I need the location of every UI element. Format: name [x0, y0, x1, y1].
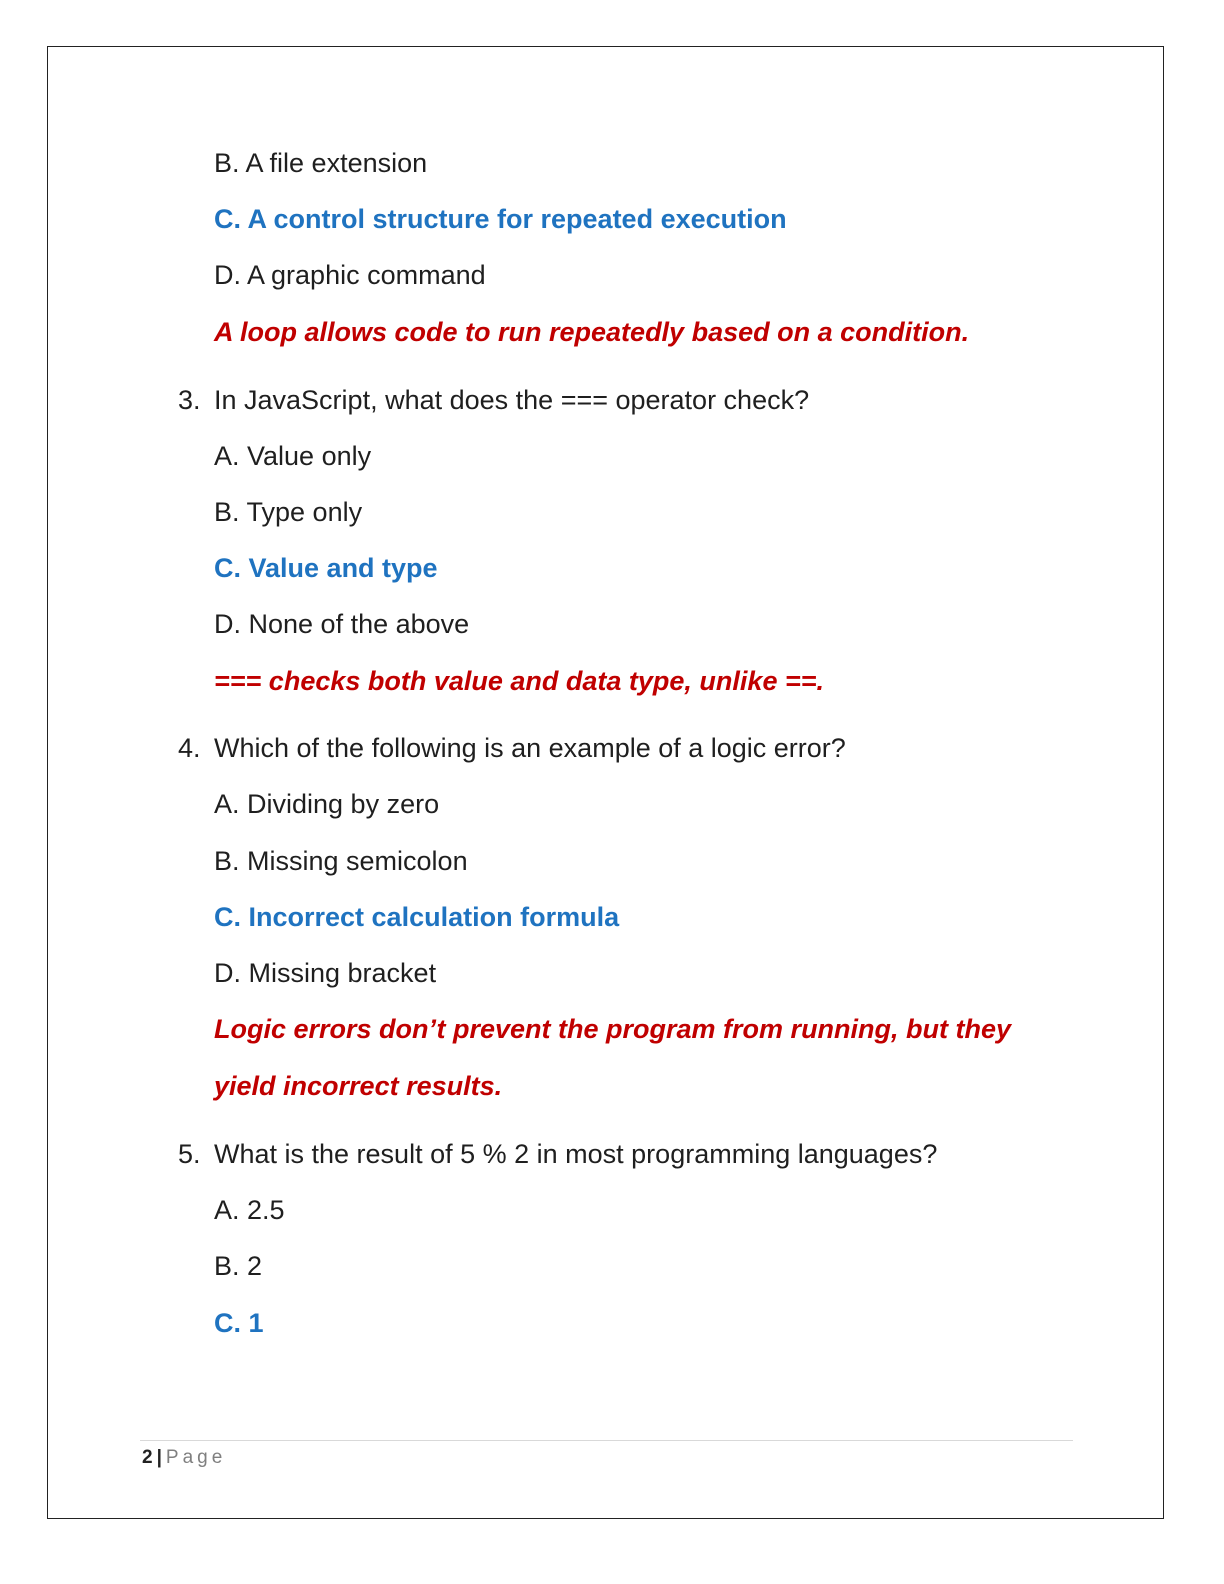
q3-option-a: A. Value only	[214, 441, 372, 471]
page-footer	[142, 1446, 226, 1470]
q4-question: Which of the following is an example of a logic error?	[214, 733, 846, 763]
q2-option-b: B. A file extension	[214, 148, 428, 178]
q4-option-b: B. Missing semicolon	[214, 846, 468, 876]
q3-explanation: === checks both value and data type, unlike ==.	[214, 666, 824, 696]
page-label: Page	[165, 1447, 227, 1468]
q2-explanation: A loop allows code to run repeatedly based on a condition.	[214, 317, 970, 347]
q2-option-d: D. A graphic command	[214, 260, 486, 290]
q4-explanation-line1: Logic errors don’t prevent the program from running, but they	[214, 1014, 1012, 1044]
q4-explanation-line2: yield incorrect results.	[214, 1071, 503, 1101]
q4-option-c-correct: C. Incorrect calculation formula	[214, 902, 620, 932]
q5-option-c-correct: C. 1	[214, 1308, 264, 1338]
q4-option-a: A. Dividing by zero	[214, 789, 440, 819]
q5-option-a: A. 2.5	[214, 1195, 285, 1225]
q4-number: 4.	[178, 733, 201, 763]
q2-option-c-correct: C. A control structure for repeated execution	[214, 204, 787, 234]
q3-question: In JavaScript, what does the === operator check?	[214, 385, 810, 415]
q5-question: What is the result of 5 % 2 in most programming languages?	[214, 1139, 938, 1169]
page-separator: |	[156, 1447, 162, 1468]
q3-option-b: B. Type only	[214, 497, 363, 527]
q3-number: 3.	[178, 385, 201, 415]
q5-number: 5.	[178, 1139, 201, 1169]
page-number: 2	[142, 1447, 153, 1468]
q3-option-c-correct: C. Value and type	[214, 553, 438, 583]
q4-option-d: D. Missing bracket	[214, 958, 437, 988]
footer-rule	[140, 1440, 1073, 1441]
q3-option-d: D. None of the above	[214, 609, 470, 639]
q5-option-b: B. 2	[214, 1251, 263, 1281]
